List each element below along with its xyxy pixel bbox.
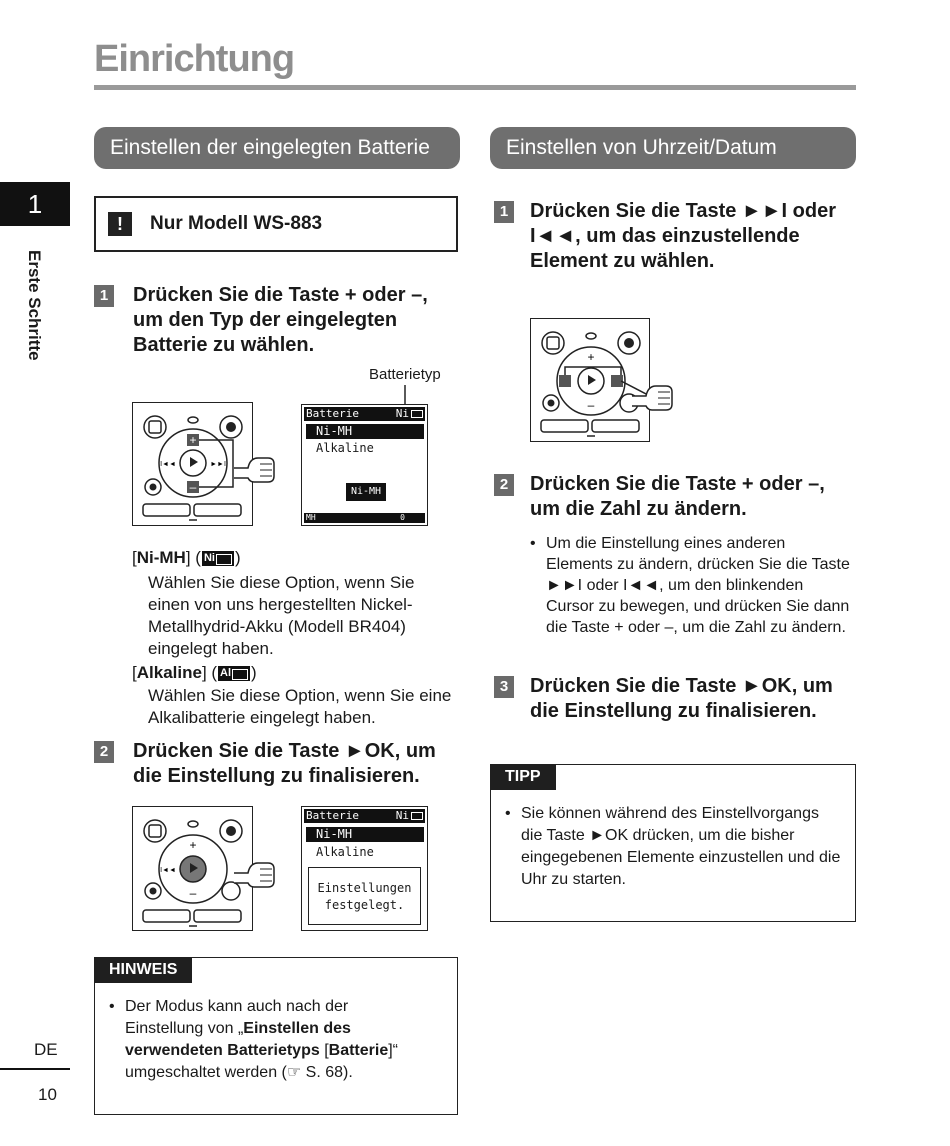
svg-text:–: – (189, 480, 197, 494)
right-step-3-line-2: die Einstellung zu finalisieren. (530, 700, 817, 722)
battery-icon (411, 812, 423, 820)
screen-2-header (304, 809, 425, 823)
step-number-2: 2 (94, 741, 114, 763)
warning-icon: ! (108, 212, 132, 236)
note-text (125, 996, 415, 1084)
ni-battery-icon-text: Ni (203, 552, 215, 564)
svg-text:I◄◄: I◄◄ (160, 461, 176, 468)
option-ni-mh-description: Wählen Sie diese Option, wenn Sie einen von uns hergestellten Nickel-Metallhydrid-Akku (Modell BR404) eingelegt haben. (148, 573, 415, 658)
chapter-title: Erste Schritte (25, 250, 44, 361)
screen-2-message-box (308, 867, 421, 925)
option-alkaline-label: [Alkaline] ( Al ) (132, 663, 257, 682)
svg-text:+: + (189, 433, 197, 447)
pointing-hand-icon (232, 452, 276, 486)
screen-1-footer-right: 0 (400, 513, 405, 522)
svg-text:►►I: ►►I (210, 461, 226, 468)
bullet-dot: • (505, 805, 511, 822)
page-title: Einrichtung (94, 38, 295, 80)
note-text-part-3: ]“ umgeschaltet werden (☞ S. 68). (125, 1042, 398, 1081)
note-bold-2: Batterie (328, 1042, 389, 1059)
footer-rule (0, 1068, 70, 1070)
al-battery-icon (218, 666, 250, 681)
note-box (94, 957, 458, 1115)
note-text-part-1: Der Modus kann auch nach der Einstellung von „ (125, 998, 349, 1037)
screen-1-header (304, 407, 425, 421)
right-step-2-text: Drücken Sie die Taste + oder –, um die Zahl zu ändern. (530, 473, 825, 520)
note-title: HINWEIS (94, 957, 192, 983)
right-step-number-1: 1 (494, 201, 514, 223)
battery-type-callout: Batterietyp (369, 366, 441, 383)
step-1-text: Drücken Sie die Taste + oder –, um den Typ der eingelegten Batterie zu wählen. (133, 284, 428, 356)
right-step-2-bullet-text: Um die Einstellung eines anderen Elements zu ändern, drücken Sie die Taste ►►I oder I◄◄, um den blinkenden Cursor zu bewegen, und drücken Sie dann die Taste + oder –, um die Zahl zu ändern. (546, 535, 850, 636)
tip-title: TIPP (490, 764, 556, 790)
page-number: 10 (38, 1085, 57, 1104)
step-number-1: 1 (94, 285, 114, 307)
tip-text: Sie können während des Einstellvorgangs die Taste ►OK drücken, um die bisher eingegebenen Elemente einzustellen und die Uhr zu starten. (521, 805, 841, 888)
note-bold-1: Einstellen des verwendeten Batterietyps (125, 1020, 351, 1059)
section-heading-clock: Einstellen von Uhrzeit/Datum (490, 127, 856, 169)
screen-2-item-other: Alkaline (316, 845, 374, 859)
option-ni-mh-label: [Ni-MH] ( Ni ) (132, 548, 241, 567)
screen-1-footer-left: MH (306, 513, 316, 522)
step-2-text (133, 739, 463, 789)
screen-1-header-icon: Ni (395, 407, 409, 420)
right-step-3-line-1: Drücken Sie die Taste ►OK, um (530, 675, 833, 697)
svg-text:–: – (587, 398, 595, 412)
screen-2-item-selected: Ni-MH (306, 827, 424, 842)
screen-2-message-line-1: Einstellungen (317, 881, 412, 895)
right-step-1-text: Drücken Sie die Taste ►►I oder I◄◄, um das einzustellende Element zu wählen. (530, 200, 836, 272)
pointing-hand-icon (232, 857, 276, 891)
right-step-number-3: 3 (494, 676, 514, 698)
screen-1-footer (304, 513, 425, 523)
svg-text:+: + (587, 350, 595, 364)
option-alkaline-name: Alkaline (136, 663, 202, 682)
battery-icon (411, 410, 423, 418)
ni-battery-icon (202, 551, 234, 566)
model-note-text: Nur Modell WS-883 (150, 213, 323, 234)
tip-box (490, 764, 856, 922)
note-text-part-2: [ (324, 1042, 329, 1059)
screen-1-item-other: Alkaline (316, 441, 374, 455)
right-step-number-2: 2 (494, 474, 514, 496)
screen-1-item-selected: Ni-MH (306, 424, 424, 439)
option-alkaline-description: Wählen Sie diese Option, wenn Sie eine Alkalibatterie eingelegt haben. (148, 686, 452, 727)
title-rule (94, 85, 856, 90)
step-2-line-2: die Einstellung zu finalisieren. (133, 765, 420, 787)
pointing-hand-icon (630, 380, 674, 414)
screen-2-header-title: Batterie (306, 809, 359, 822)
svg-text:+: + (189, 838, 197, 852)
lcd-screen-1 (301, 404, 428, 526)
model-note-box (94, 196, 458, 252)
al-battery-icon-text: Al (220, 667, 232, 679)
screen-2-message-line-2: festgelegt. (324, 898, 405, 912)
chapter-number: 1 (0, 182, 70, 226)
language-code: DE (34, 1040, 58, 1059)
option-ni-mh-name: Ni-MH (136, 548, 186, 567)
right-step-3-text (530, 674, 860, 724)
screen-1-badge: Ni-MH (346, 483, 386, 501)
svg-text:–: – (189, 886, 197, 900)
screen-1-header-title: Batterie (306, 407, 359, 420)
step-2-line-1: Drücken Sie die Taste ►OK, um (133, 740, 436, 762)
lcd-screen-2 (301, 806, 428, 931)
callout-line (400, 385, 410, 405)
section-heading-battery: Einstellen der eingelegten Batterie (94, 127, 460, 169)
bullet-dot: • (109, 998, 115, 1015)
bullet-dot: • (530, 535, 536, 552)
svg-text:I◄◄: I◄◄ (160, 867, 176, 874)
screen-2-header-icon: Ni (395, 809, 409, 822)
